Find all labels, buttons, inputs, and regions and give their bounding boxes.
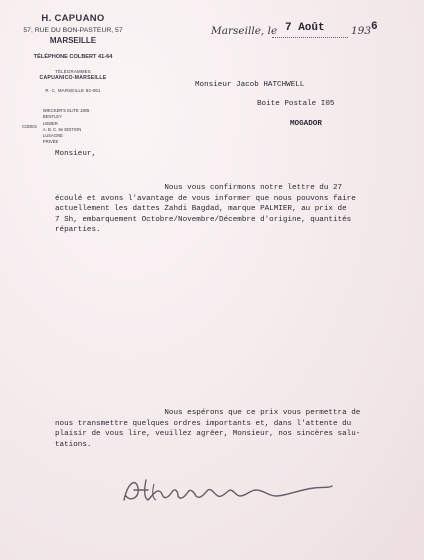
- telephone: TÉLÉPHONE COLBERT 41-64: [33, 54, 113, 60]
- date-place: Marseille, le: [211, 25, 278, 37]
- paragraph-line: Nous vous confirmons notre lettre du 27: [55, 184, 343, 192]
- date-year-prefix: 193: [351, 25, 372, 37]
- codes-label: CODES: [22, 124, 37, 130]
- handwritten-signature: [118, 474, 338, 508]
- company-name: H. CAPUANO: [41, 13, 105, 24]
- paragraph-line: actuellement les dattes Zahdi Bagdad, marque PALMIER, au prix de: [55, 205, 347, 214]
- company-address: 57, RUE DU BON-PASTEUR, 57: [23, 27, 123, 34]
- paragraph-line: 7 Sh, embarquement Octobre/Novembre/Décembre d'origine, quantités: [55, 215, 352, 224]
- codes-list: [43, 108, 89, 146]
- salutation: Monsieur,: [55, 150, 97, 158]
- paragraph-line: écoulé et avons l'avantage de vous informer que nous pouvons faire: [55, 194, 356, 203]
- code-item: WIECKER'S ELITE 1905: [42, 108, 90, 113]
- code-item: A. B. C. 6e EDITION: [42, 126, 82, 132]
- letterhead: [0, 13, 146, 93]
- code-item: PRIVÉE: [42, 139, 59, 145]
- date-year-suffix: 6: [371, 21, 378, 33]
- paragraph-line: tations.: [55, 440, 92, 449]
- paragraph-1: [55, 183, 356, 236]
- paragraph-line: Nous espérons que ce prix vous permettra de: [55, 409, 361, 417]
- paragraph-line: réparties.: [55, 226, 101, 235]
- codes-block: [22, 108, 89, 146]
- date-day-month: 7 Août: [285, 22, 325, 34]
- paragraph-2: [55, 408, 360, 450]
- recipient-po-box: Boite Postale I05: [257, 100, 335, 108]
- paragraph-line: nous transmettre quelques ordres importants et, dans l'attente du: [55, 419, 352, 428]
- recipient-name: Monsieur Jacob HATCHWELL: [195, 81, 305, 89]
- code-item: LIEBER: [42, 120, 58, 126]
- code-item: LUSAGNE: [42, 133, 63, 139]
- telegrams-label: TÉLÉGRAMMES: [55, 69, 91, 74]
- date-dotted-line: [272, 37, 348, 38]
- code-item: BENTLEY: [42, 114, 62, 120]
- paragraph-line: plaisir de vous lire, veuillez agréer, Monsieur, nos sincères salu-: [55, 430, 361, 439]
- telegrams-address: CAPUANICO-MARSEILLE: [39, 75, 107, 81]
- recipient-city: MOGADOR: [290, 120, 322, 128]
- rc-number: R. C. MARSEILLE 82-061: [45, 88, 101, 93]
- company-city: MARSEILLE: [49, 36, 97, 45]
